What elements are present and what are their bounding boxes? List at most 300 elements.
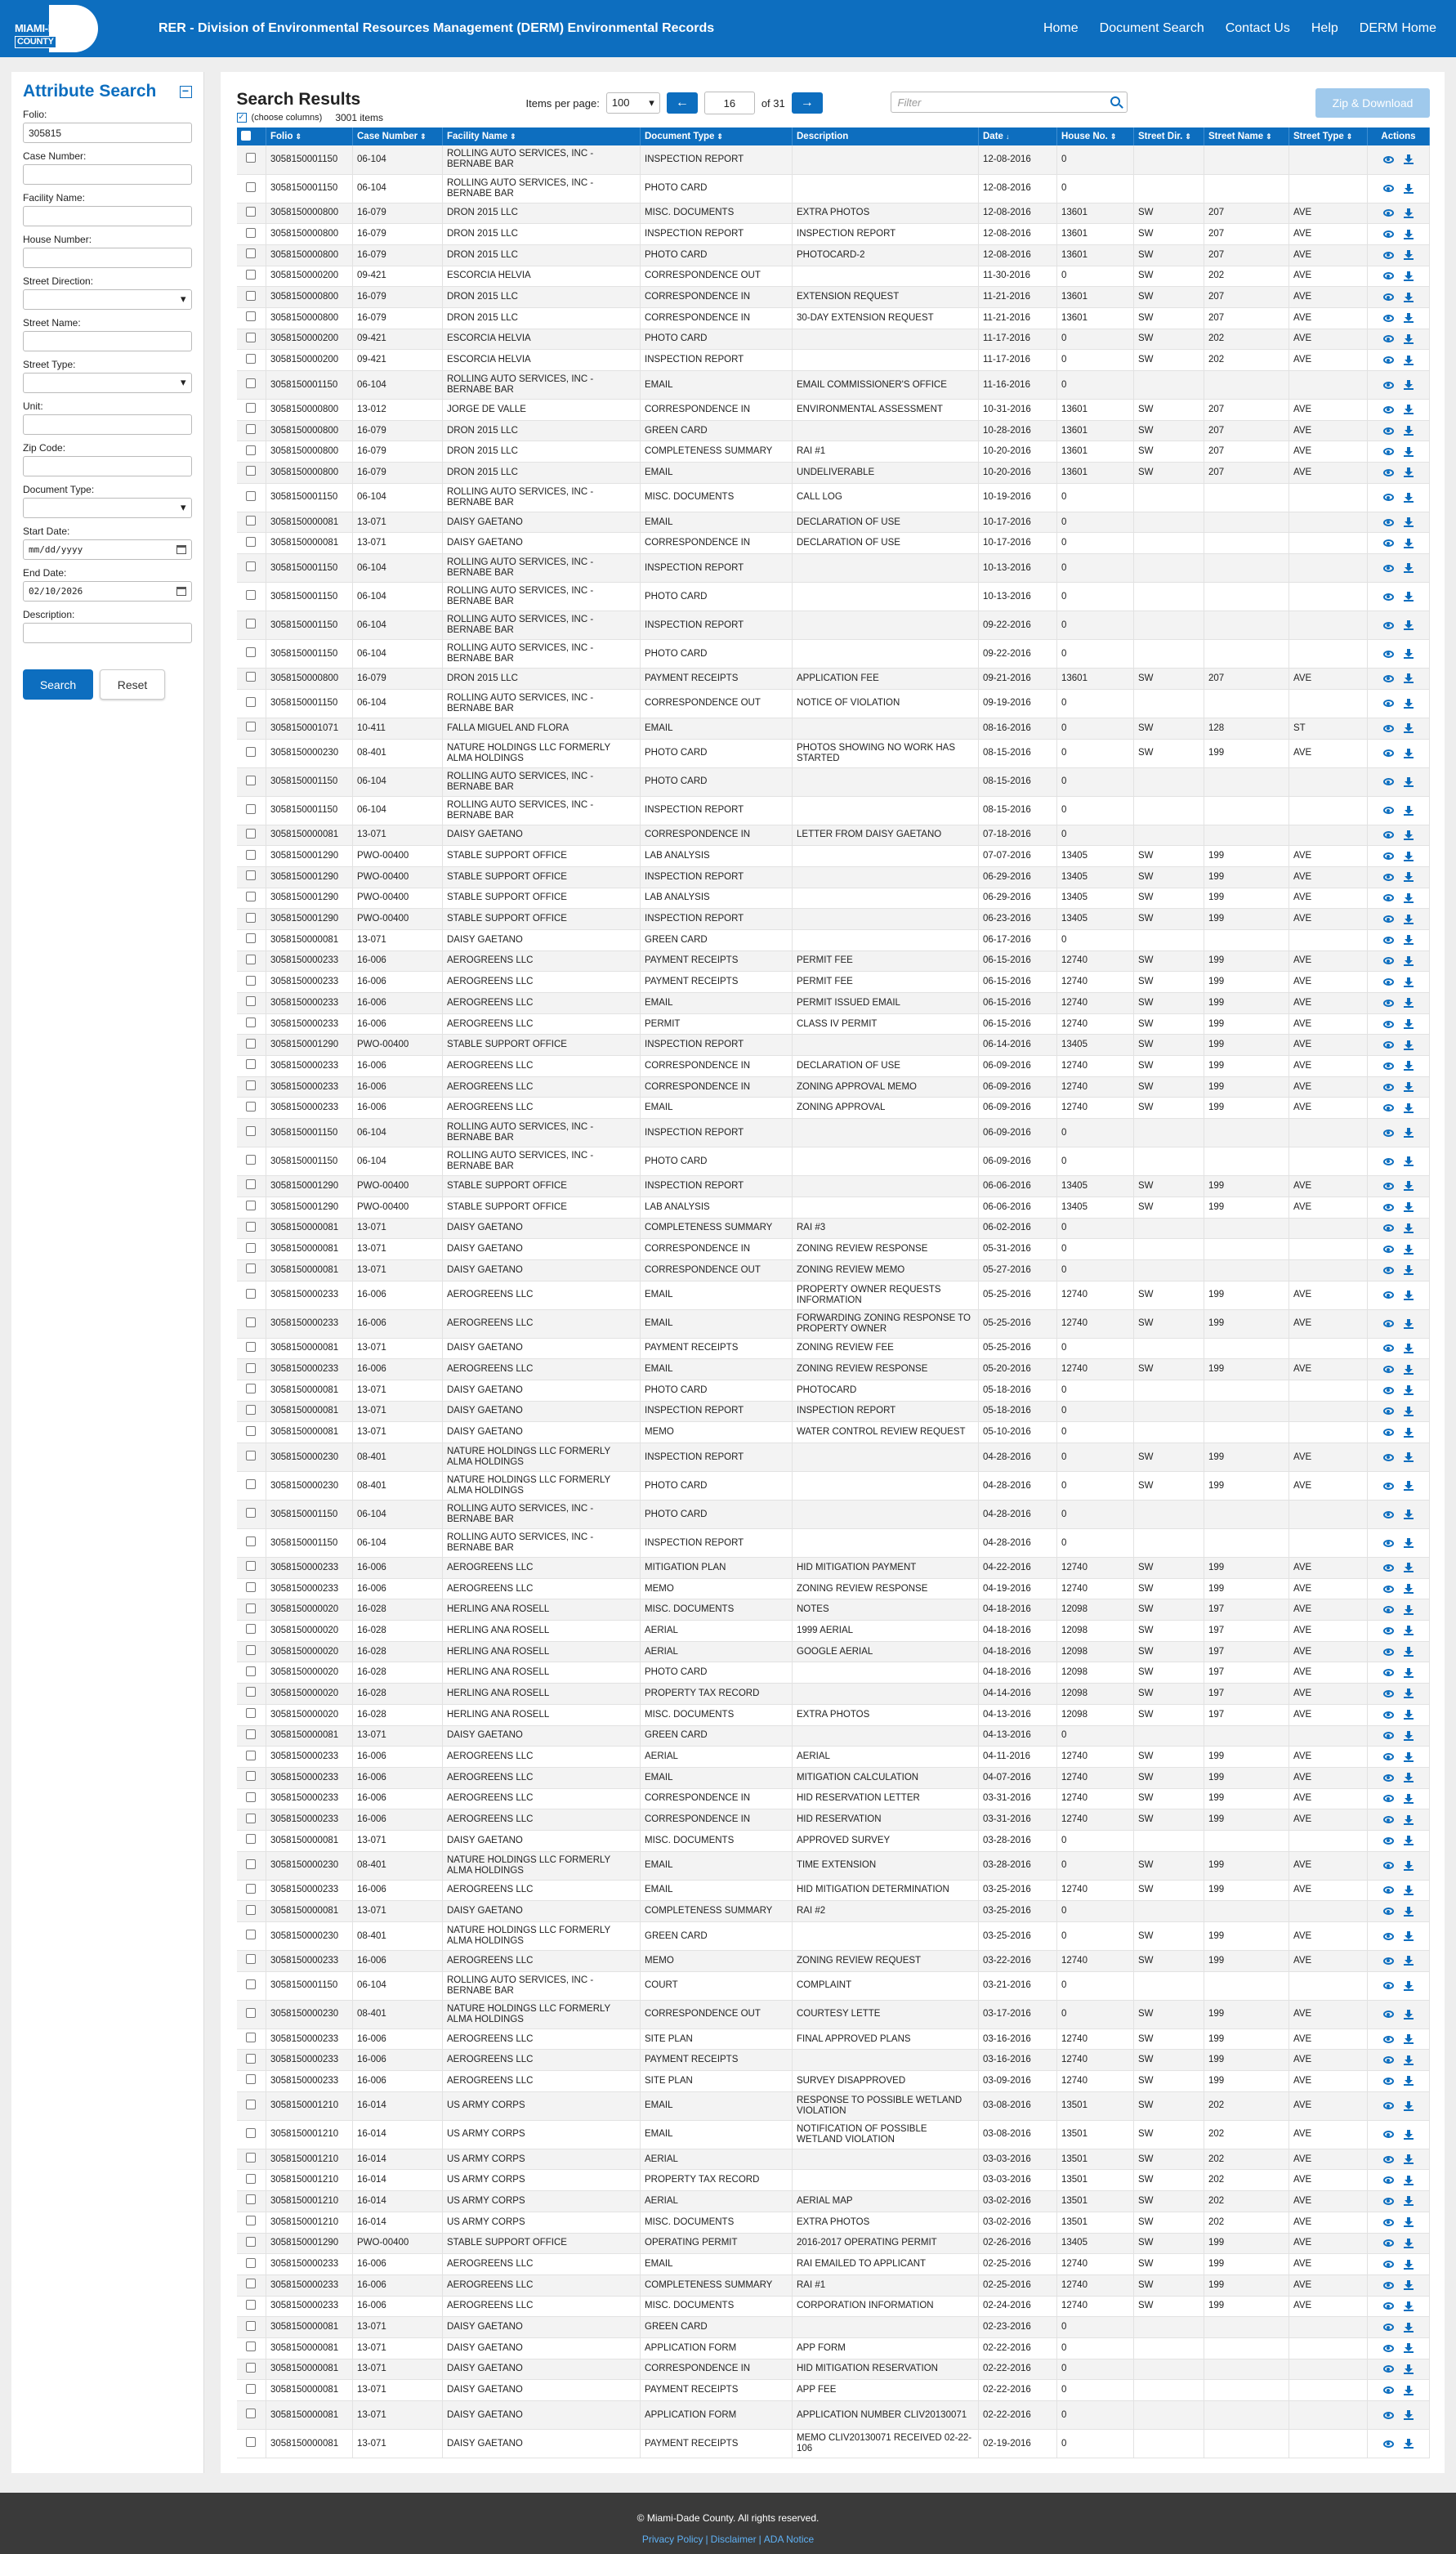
view-icon[interactable] [1383,356,1394,364]
row-checkbox[interactable] [246,403,256,413]
view-icon[interactable] [1383,2176,1394,2184]
download-icon[interactable] [1404,2217,1414,2227]
row-checkbox[interactable] [246,2409,256,2418]
view-icon[interactable] [1383,1886,1394,1894]
download-icon[interactable] [1404,563,1414,573]
download-icon[interactable] [1404,2130,1414,2140]
row-checkbox[interactable] [246,1604,256,1613]
row-checkbox[interactable] [246,311,256,321]
view-icon[interactable] [1383,1041,1394,1049]
download-icon[interactable] [1404,1181,1414,1191]
row-checkbox[interactable] [246,516,256,526]
download-icon[interactable] [1404,313,1414,323]
row-checkbox[interactable] [246,291,256,301]
view-icon[interactable] [1383,427,1394,435]
view-icon[interactable] [1383,1627,1394,1635]
view-icon[interactable] [1383,519,1394,526]
download-icon[interactable] [1404,1407,1414,1416]
row-checkbox[interactable] [246,2153,256,2163]
view-icon[interactable] [1383,700,1394,707]
row-checkbox[interactable] [246,466,256,476]
download-icon[interactable] [1404,1290,1414,1300]
row-checkbox[interactable] [246,270,256,280]
row-checkbox[interactable] [246,1289,256,1299]
row-checkbox[interactable] [246,1979,256,1989]
view-icon[interactable] [1383,230,1394,238]
row-checkbox[interactable] [246,1536,256,1546]
download-icon[interactable] [1404,1731,1414,1741]
view-icon[interactable] [1383,2131,1394,2138]
view-icon[interactable] [1383,1753,1394,1760]
sort-icon[interactable]: ⇕ [717,132,723,141]
row-checkbox[interactable] [246,1884,256,1894]
download-icon[interactable] [1404,872,1414,882]
street-direction-select[interactable] [23,289,192,310]
row-checkbox[interactable] [246,1342,256,1352]
view-icon[interactable] [1383,469,1394,476]
row-checkbox[interactable] [246,2437,256,2447]
view-icon[interactable] [1383,1129,1394,1137]
select-all-checkbox[interactable] [241,131,251,141]
view-icon[interactable] [1383,252,1394,259]
row-checkbox[interactable] [246,1102,256,1112]
next-page-button[interactable]: → [792,92,823,114]
row-checkbox[interactable] [246,1243,256,1253]
sort-icon[interactable]: ⇕ [1185,132,1191,141]
row-checkbox[interactable] [246,1264,256,1273]
row-checkbox[interactable] [246,2100,256,2109]
row-checkbox[interactable] [246,1814,256,1823]
view-icon[interactable] [1383,1366,1394,1373]
view-icon[interactable] [1383,2078,1394,2085]
view-icon[interactable] [1383,1837,1394,1845]
disclaimer-link[interactable]: Disclaimer [710,2534,757,2545]
row-checkbox[interactable] [246,2194,256,2204]
download-icon[interactable] [1404,1885,1414,1895]
download-icon[interactable] [1404,2323,1414,2333]
download-icon[interactable] [1404,405,1414,414]
row-checkbox[interactable] [246,2342,256,2351]
download-icon[interactable] [1404,1428,1414,1438]
column-header-facility-name[interactable] [443,127,641,145]
download-icon[interactable] [1404,1156,1414,1166]
zip-code-input[interactable] [23,456,192,476]
row-checkbox[interactable] [246,1859,256,1869]
row-checkbox[interactable] [246,996,256,1006]
view-icon[interactable] [1383,1606,1394,1613]
view-icon[interactable] [1383,1021,1394,1028]
case-number-input[interactable] [23,164,192,185]
nav-help[interactable]: Help [1311,21,1338,35]
row-checkbox[interactable] [246,672,256,682]
row-checkbox[interactable] [246,537,256,547]
view-icon[interactable] [1383,2156,1394,2163]
download-icon[interactable] [1404,1481,1414,1491]
download-icon[interactable] [1404,2343,1414,2353]
view-icon[interactable] [1383,874,1394,881]
view-icon[interactable] [1383,807,1394,814]
row-checkbox[interactable] [246,1363,256,1373]
row-checkbox[interactable] [246,747,256,757]
view-icon[interactable] [1383,778,1394,785]
view-icon[interactable] [1383,1387,1394,1394]
view-icon[interactable] [1383,2011,1394,2018]
collapse-icon[interactable]: − [180,86,192,98]
view-icon[interactable] [1383,622,1394,629]
view-icon[interactable] [1383,593,1394,601]
nav-derm-home[interactable]: DERM Home [1359,21,1436,35]
row-checkbox[interactable] [246,2237,256,2247]
page-number-input[interactable]: 16 [704,92,755,114]
download-icon[interactable] [1404,2076,1414,2086]
row-checkbox[interactable] [246,913,256,923]
row-checkbox[interactable] [246,2300,256,2310]
row-checkbox[interactable] [246,333,256,342]
download-icon[interactable] [1404,1538,1414,1548]
view-icon[interactable] [1383,2198,1394,2205]
download-icon[interactable] [1404,956,1414,966]
column-header-date[interactable] [979,127,1057,145]
row-checkbox[interactable] [246,2008,256,2018]
row-checkbox[interactable] [246,1508,256,1518]
view-icon[interactable] [1383,1908,1394,1915]
row-checkbox[interactable] [246,804,256,814]
download-icon[interactable] [1404,977,1414,987]
column-header-house-no[interactable] [1057,127,1134,145]
search-button[interactable]: Search [23,669,93,700]
download-icon[interactable] [1404,1365,1414,1375]
download-icon[interactable] [1404,1452,1414,1462]
download-icon[interactable] [1404,1956,1414,1966]
download-icon[interactable] [1404,2010,1414,2019]
download-icon[interactable] [1404,1265,1414,1275]
download-icon[interactable] [1404,1815,1414,1825]
row-checkbox[interactable] [246,445,256,455]
download-icon[interactable] [1404,2055,1414,2065]
view-icon[interactable] [1383,1429,1394,1436]
view-icon[interactable] [1383,2365,1394,2373]
view-icon[interactable] [1383,651,1394,658]
row-checkbox[interactable] [246,1561,256,1571]
download-icon[interactable] [1404,1668,1414,1678]
view-icon[interactable] [1383,1862,1394,1869]
view-icon[interactable] [1383,2239,1394,2247]
row-checkbox[interactable] [246,1792,256,1802]
view-icon[interactable] [1383,448,1394,455]
download-icon[interactable] [1404,2154,1414,2164]
row-checkbox[interactable] [246,1708,256,1718]
download-icon[interactable] [1404,1689,1414,1698]
row-checkbox[interactable] [246,248,256,258]
view-icon[interactable] [1383,382,1394,389]
row-checkbox[interactable] [246,1771,256,1781]
download-icon[interactable] [1404,1061,1414,1071]
download-icon[interactable] [1404,539,1414,548]
download-icon[interactable] [1404,777,1414,787]
download-icon[interactable] [1404,1082,1414,1092]
row-checkbox[interactable] [246,1479,256,1489]
reset-button[interactable]: Reset [100,669,165,700]
row-checkbox[interactable] [246,2321,256,2331]
choose-columns-link[interactable]: (choose columns) [251,113,323,123]
start-date-input[interactable] [23,539,192,560]
filter-input[interactable] [891,92,1128,113]
privacy-policy-link[interactable]: Privacy Policy [641,2534,703,2545]
download-icon[interactable] [1404,592,1414,602]
row-checkbox[interactable] [246,2074,256,2084]
view-icon[interactable] [1383,539,1394,547]
row-checkbox[interactable] [246,722,256,731]
row-checkbox[interactable] [246,2258,256,2268]
row-checkbox[interactable] [246,1222,256,1232]
view-icon[interactable] [1383,1795,1394,1802]
view-icon[interactable] [1383,406,1394,414]
download-icon[interactable] [1404,184,1414,194]
download-icon[interactable] [1404,2280,1414,2290]
view-icon[interactable] [1383,2036,1394,2043]
download-icon[interactable] [1404,2260,1414,2270]
calendar-icon[interactable] [176,545,186,554]
column-header-description[interactable] [793,127,979,145]
sort-icon[interactable]: ⇕ [510,132,516,141]
download-icon[interactable] [1404,356,1414,365]
description-input[interactable] [23,623,192,643]
row-checkbox[interactable] [246,1834,256,1844]
row-checkbox[interactable] [246,2363,256,2373]
download-icon[interactable] [1404,2034,1414,2044]
download-icon[interactable] [1404,1626,1414,1635]
row-checkbox[interactable] [246,2128,256,2138]
row-checkbox[interactable] [246,1059,256,1069]
nav-contact-us[interactable]: Contact Us [1225,21,1290,35]
row-checkbox[interactable] [246,153,256,163]
view-icon[interactable] [1383,272,1394,280]
row-checkbox[interactable] [246,870,256,880]
calendar-icon[interactable] [176,587,186,596]
download-icon[interactable] [1404,673,1414,683]
column-header-folio[interactable] [266,127,353,145]
view-icon[interactable] [1383,1267,1394,1274]
row-checkbox[interactable] [246,1687,256,1697]
download-icon[interactable] [1404,915,1414,924]
view-icon[interactable] [1383,1933,1394,1940]
download-icon[interactable] [1404,1605,1414,1615]
view-icon[interactable] [1383,1224,1394,1232]
row-checkbox[interactable] [246,2279,256,2288]
row-checkbox[interactable] [246,1666,256,1676]
row-checkbox[interactable] [246,1018,256,1027]
view-icon[interactable] [1383,978,1394,986]
view-icon[interactable] [1383,1540,1394,1547]
view-icon[interactable] [1383,1320,1394,1327]
download-icon[interactable] [1404,208,1414,218]
row-checkbox[interactable] [246,491,256,501]
nav-document-search[interactable]: Document Search [1099,21,1204,35]
row-checkbox[interactable] [246,776,256,785]
view-icon[interactable] [1383,494,1394,501]
view-icon[interactable] [1383,209,1394,217]
search-icon[interactable] [1110,96,1120,106]
column-header-street-type[interactable] [1289,127,1368,145]
download-icon[interactable] [1404,620,1414,630]
street-name-input[interactable] [23,331,192,351]
row-checkbox[interactable] [246,354,256,364]
view-icon[interactable] [1383,1690,1394,1697]
row-checkbox[interactable] [246,1384,256,1393]
view-icon[interactable] [1383,1407,1394,1415]
row-checkbox[interactable] [246,1930,256,1939]
view-icon[interactable] [1383,1000,1394,1007]
download-icon[interactable] [1404,1128,1414,1138]
download-icon[interactable] [1404,1981,1414,1991]
view-icon[interactable] [1383,335,1394,342]
view-icon[interactable] [1383,2324,1394,2331]
view-icon[interactable] [1383,2282,1394,2289]
download-icon[interactable] [1404,935,1414,945]
row-checkbox[interactable] [246,933,256,943]
view-icon[interactable] [1383,2345,1394,2352]
sort-icon[interactable]: ⇕ [1346,132,1353,141]
view-icon[interactable] [1383,2440,1394,2448]
row-checkbox[interactable] [246,829,256,839]
row-checkbox[interactable] [246,207,256,217]
street-type-select[interactable] [23,373,192,393]
row-checkbox[interactable] [246,1582,256,1592]
download-icon[interactable] [1404,1861,1414,1871]
download-icon[interactable] [1404,1647,1414,1657]
sort-icon[interactable]: ⇕ [1266,132,1272,141]
row-checkbox[interactable] [246,590,256,600]
download-icon[interactable] [1404,749,1414,758]
view-icon[interactable] [1383,1669,1394,1676]
view-icon[interactable] [1383,315,1394,322]
view-icon[interactable] [1383,1246,1394,1253]
download-icon[interactable] [1404,380,1414,390]
prev-page-button[interactable]: ← [667,92,698,114]
view-icon[interactable] [1383,156,1394,163]
download-icon[interactable] [1404,2301,1414,2311]
sort-icon[interactable]: ⇕ [1110,132,1117,141]
miami-dade-logo[interactable] [13,5,101,52]
download-icon[interactable] [1404,230,1414,239]
view-icon[interactable] [1383,1104,1394,1112]
download-icon[interactable] [1404,699,1414,709]
view-icon[interactable] [1383,675,1394,682]
row-checkbox[interactable] [246,228,256,238]
view-icon[interactable] [1383,1711,1394,1719]
view-icon[interactable] [1383,1511,1394,1519]
row-checkbox[interactable] [246,2174,256,2184]
row-checkbox[interactable] [246,1126,256,1136]
row-checkbox[interactable] [246,1729,256,1739]
folio-input[interactable]: 305815 [23,123,192,143]
row-checkbox[interactable] [246,647,256,657]
unit-input[interactable] [23,414,192,435]
view-icon[interactable] [1383,2102,1394,2109]
view-icon[interactable] [1383,1648,1394,1656]
view-icon[interactable] [1383,1982,1394,1989]
ada-notice-link[interactable]: ADA Notice [763,2534,815,2545]
view-icon[interactable] [1383,831,1394,839]
row-checkbox[interactable] [246,561,256,571]
row-checkbox[interactable] [246,2033,256,2042]
download-icon[interactable] [1404,1907,1414,1917]
download-icon[interactable] [1404,293,1414,302]
row-checkbox[interactable] [246,378,256,388]
nav-home[interactable]: Home [1043,21,1079,35]
download-icon[interactable] [1404,517,1414,527]
view-icon[interactable] [1383,2056,1394,2064]
sort-icon[interactable]: ↓ [1005,132,1010,141]
download-icon[interactable] [1404,806,1414,816]
download-icon[interactable] [1404,334,1414,344]
column-header-case-number[interactable] [353,127,443,145]
download-icon[interactable] [1404,1836,1414,1845]
view-icon[interactable] [1383,565,1394,572]
download-icon[interactable] [1404,2410,1414,2420]
download-icon[interactable] [1404,649,1414,659]
view-icon[interactable] [1383,1564,1394,1572]
row-checkbox[interactable] [246,697,256,707]
download-icon[interactable] [1404,2196,1414,2206]
view-icon[interactable] [1383,852,1394,860]
row-checkbox[interactable] [246,1201,256,1210]
zip-download-button[interactable]: Zip & Download [1315,88,1430,118]
download-icon[interactable] [1404,1103,1414,1113]
download-icon[interactable] [1404,2101,1414,2111]
view-icon[interactable] [1383,1183,1394,1190]
row-checkbox[interactable] [246,1080,256,1090]
download-icon[interactable] [1404,2439,1414,2449]
view-icon[interactable] [1383,1957,1394,1965]
view-icon[interactable] [1383,1586,1394,1593]
view-icon[interactable] [1383,2261,1394,2268]
view-icon[interactable] [1383,1062,1394,1070]
view-icon[interactable] [1383,2386,1394,2394]
view-icon[interactable] [1383,894,1394,901]
download-icon[interactable] [1404,1773,1414,1782]
row-checkbox[interactable] [246,892,256,901]
download-icon[interactable] [1404,493,1414,503]
view-icon[interactable] [1383,937,1394,944]
download-icon[interactable] [1404,830,1414,840]
row-checkbox[interactable] [246,1405,256,1415]
row-checkbox[interactable] [246,850,256,860]
column-header-street-dir[interactable] [1134,127,1204,145]
download-icon[interactable] [1404,1019,1414,1029]
view-icon[interactable] [1383,749,1394,757]
row-checkbox[interactable] [246,1179,256,1189]
download-icon[interactable] [1404,723,1414,733]
row-checkbox[interactable] [246,2384,256,2394]
row-checkbox[interactable] [246,1155,256,1165]
download-icon[interactable] [1404,1563,1414,1572]
view-icon[interactable] [1383,1454,1394,1461]
download-icon[interactable] [1404,1931,1414,1941]
download-icon[interactable] [1404,1202,1414,1212]
download-icon[interactable] [1404,447,1414,457]
row-checkbox[interactable] [246,1451,256,1460]
choose-columns-checkbox[interactable]: ✓ [238,113,245,122]
download-icon[interactable] [1404,1510,1414,1519]
download-icon[interactable] [1404,1319,1414,1329]
end-date-input[interactable] [23,581,192,602]
row-checkbox[interactable] [246,1039,256,1049]
row-checkbox[interactable] [246,1645,256,1655]
row-checkbox[interactable] [246,976,256,986]
view-icon[interactable] [1383,2219,1394,2226]
view-icon[interactable] [1383,1084,1394,1091]
